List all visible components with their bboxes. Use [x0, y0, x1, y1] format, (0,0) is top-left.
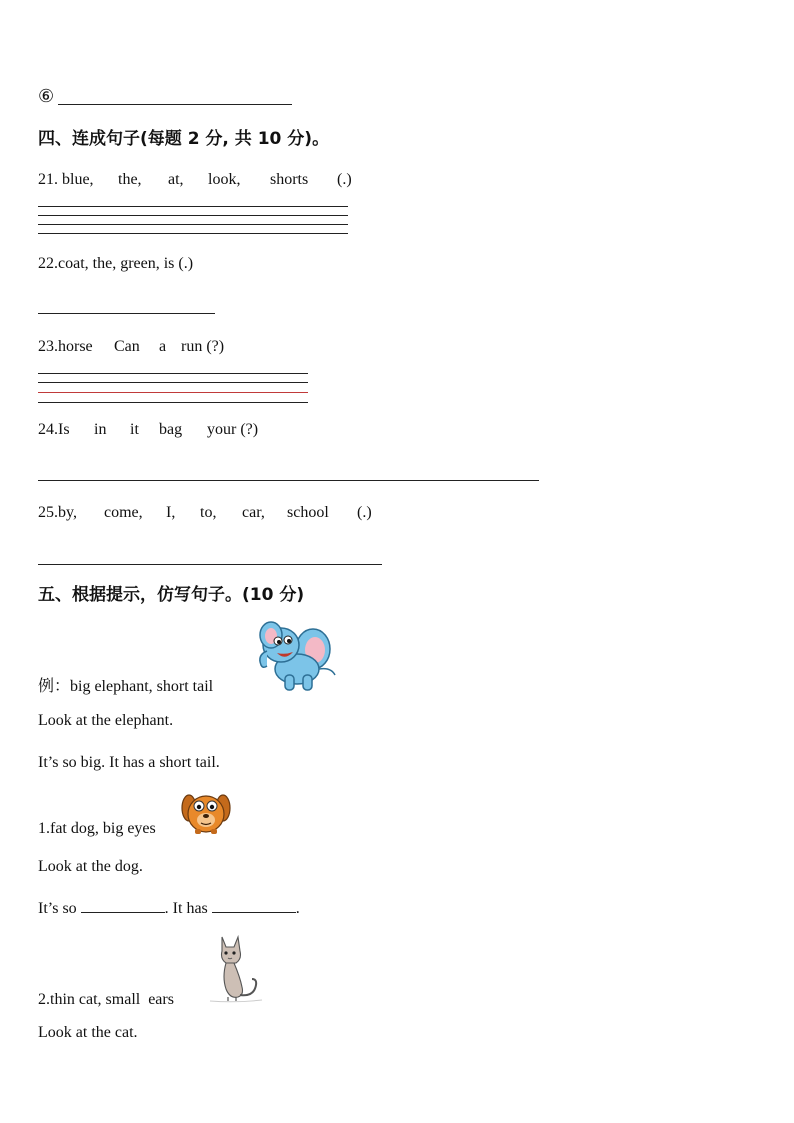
- item-1-line-2-end: .: [295, 900, 300, 917]
- cat-icon: [208, 935, 264, 1003]
- elephant-icon: [253, 617, 341, 695]
- question-22: 22.coat, the, green, is (.): [38, 255, 194, 272]
- item-1-line-1: Look at the dog.: [38, 858, 143, 875]
- q21-number: 21.: [38, 171, 58, 188]
- q21-word: at,: [168, 171, 184, 188]
- q25-word: car,: [242, 504, 265, 521]
- q21-word: look,: [208, 171, 241, 188]
- q23-writing-line[interactable]: [38, 402, 308, 403]
- q25-word: come,: [104, 504, 143, 521]
- question-21: [38, 170, 352, 190]
- q21-word: the,: [118, 171, 142, 188]
- q23-writing-line-red[interactable]: [38, 392, 308, 393]
- q22-answer-line[interactable]: [38, 313, 215, 314]
- item-2-line-1: Look at the cat.: [38, 1024, 138, 1041]
- item-1-blank-1[interactable]: [81, 898, 165, 913]
- q25-word: school: [287, 504, 329, 521]
- example-prompt: 例：big elephant, short tail: [38, 678, 214, 695]
- item-6-answer-line[interactable]: [58, 104, 292, 105]
- item-1-blank-2[interactable]: [212, 898, 296, 913]
- q24-word: it: [130, 421, 139, 438]
- q24-word: bag: [159, 421, 183, 438]
- q23-word: a: [159, 338, 167, 355]
- q24-word: your (?): [207, 421, 259, 438]
- q21-writing-line[interactable]: [38, 206, 348, 207]
- q24-word: Is: [58, 421, 70, 438]
- q21-writing-line[interactable]: [38, 215, 348, 216]
- q23-word: horse: [58, 338, 93, 355]
- q21-word: (.): [337, 171, 352, 188]
- q24-number: 24.: [38, 421, 58, 438]
- q23-word: Can: [114, 338, 140, 355]
- example-line-1: Look at the elephant.: [38, 712, 174, 729]
- question-23: [38, 337, 224, 357]
- q24-word: in: [94, 421, 107, 438]
- section-5-heading: 五、根据提示，仿写句子。(10 分): [38, 585, 305, 605]
- question-24: [38, 420, 258, 440]
- item-2-prompt: 2.thin cat, small ears: [38, 991, 174, 1008]
- q25-word: to,: [200, 504, 217, 521]
- question-25: [38, 503, 372, 523]
- item-6-marker: ⑥: [38, 86, 55, 106]
- q23-writing-line[interactable]: [38, 382, 308, 383]
- q25-word: (.): [357, 504, 372, 521]
- dog-icon: [181, 786, 231, 836]
- section-4-heading: 四、连成句子(每题 2 分, 共 10 分)。: [38, 129, 330, 149]
- q21-writing-line[interactable]: [38, 224, 348, 225]
- q21-word: shorts: [270, 171, 309, 188]
- q23-writing-line[interactable]: [38, 373, 308, 374]
- item-1-prompt: 1.fat dog, big eyes: [38, 820, 156, 837]
- q23-number: 23.: [38, 338, 58, 355]
- q21-word: blue,: [62, 171, 94, 188]
- item-1-line-2-middle: . It has: [164, 900, 208, 917]
- example-line-2: It’s so big. It has a short tail.: [38, 754, 220, 771]
- q25-number: 25.: [38, 504, 58, 521]
- q25-word: I,: [166, 504, 176, 521]
- item-1-line-2: [38, 898, 300, 919]
- q23-word: run (?): [181, 338, 225, 355]
- q21-writing-line[interactable]: [38, 233, 348, 234]
- q24-answer-line[interactable]: [38, 480, 539, 481]
- item-1-line-2-start: It’s so: [38, 900, 77, 917]
- q25-answer-line[interactable]: [38, 564, 382, 565]
- q25-word: by,: [58, 504, 77, 521]
